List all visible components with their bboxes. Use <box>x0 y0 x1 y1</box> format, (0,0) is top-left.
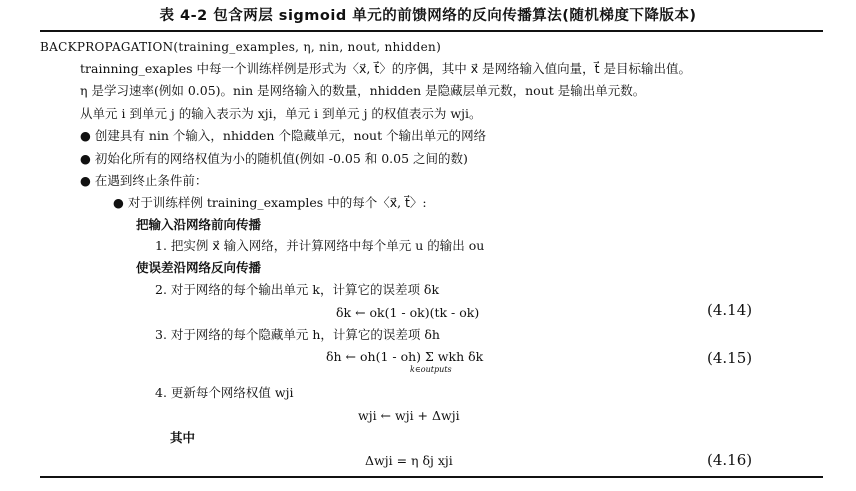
equation-4-15: δh ← oh(1 - oh) Σ wkh δk <box>326 349 484 364</box>
step-1: 1. 把实例 x⃗ 输入网络，并计算网络中每个单元 u 的输出 ou <box>155 238 485 253</box>
step-create-network: ● 创建具有 nin 个输入，nhidden 个隐藏单元，nout 个输出单元的网络 <box>80 128 487 143</box>
step-4: 4. 更新每个网络权值 wji <box>155 385 294 400</box>
step-for-each-example: ● 对于训练样例 training_examples 中的每个〈x⃗, t⃗〉: <box>113 195 427 210</box>
step-until-termination: ● 在遇到终止条件前： <box>80 173 208 188</box>
equation-number-4-16: (4.16) <box>707 451 753 469</box>
step-2: 2. 对于网络的每个输出单元 k，计算它的误差项 δk <box>155 282 440 297</box>
equation-weight-update: wji ← wji + Δwji <box>358 408 460 423</box>
equation-number-4-14: (4.14) <box>707 301 753 319</box>
algorithm-header: BACKPROPAGATION(training_examples, η, nin, nout, nhidden) <box>40 40 442 54</box>
equation-number-4-15: (4.15) <box>707 349 753 367</box>
table-title: 表 4-2 包含两层 sigmoid 单元的前馈网络的反向传播算法(随机梯度下降版本) <box>159 8 697 24</box>
description-line-2: η 是学习速率(例如 0.05)。nin 是网络输入的数量，nhidden 是隐藏层单元数，nout 是输出单元数。 <box>80 83 646 98</box>
description-line-3: 从单元 i 到单元 j 的输入表示为 xji，单元 i 到单元 j 的权值表示为 wji。 <box>80 106 482 121</box>
section-forward: 把输入沿网络前向传播 <box>136 217 262 232</box>
section-backward: 使误差沿网络反向传播 <box>136 260 262 275</box>
step-init-weights: ● 初始化所有的网络权值为小的随机值(例如 -0.05 和 0.05 之间的数) <box>80 151 468 166</box>
equation-4-15-subscript: k∈outputs <box>410 365 452 374</box>
equation-4-14: δk ← ok(1 - ok)(tk - ok) <box>336 305 480 320</box>
top-rule <box>40 30 823 32</box>
bottom-rule <box>40 476 823 478</box>
equation-4-16: Δwji = η δj xji <box>365 453 453 468</box>
step-3: 3. 对于网络的每个隐藏单元 h，计算它的误差项 δh <box>155 327 440 342</box>
description-line-1: trainning_exaples 中每一个训练样例是形式为〈x⃗, t⃗〉的序偶，其中 x⃗ 是网络输入值向量，t⃗ 是目标输出值。 <box>80 61 692 76</box>
where-label: 其中 <box>170 430 196 445</box>
